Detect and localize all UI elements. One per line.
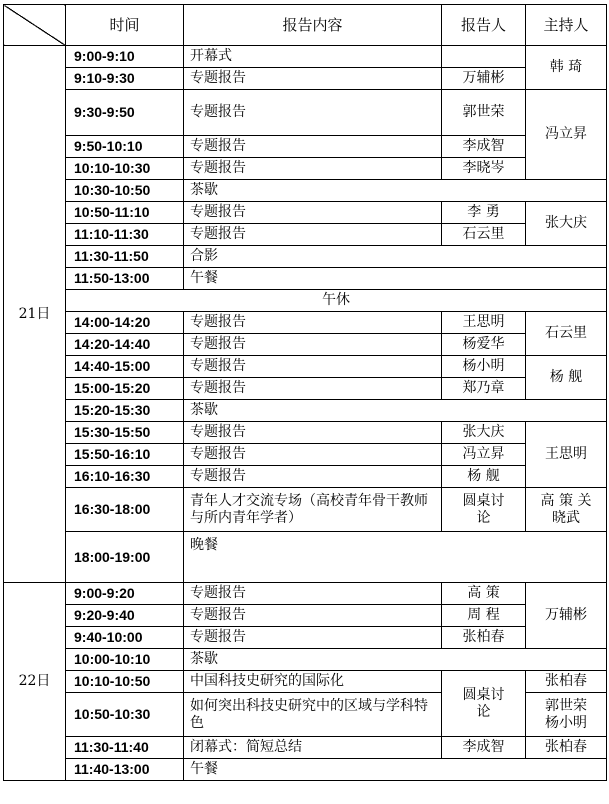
time-cell: 11:50-13:00 (66, 268, 184, 290)
time-cell: 11:30-11:40 (66, 737, 184, 759)
time-cell: 14:00-14:20 (66, 312, 184, 334)
table-row (4, 400, 607, 422)
content-cell: 专题报告 (184, 466, 442, 488)
content-cell: 专题报告 (184, 583, 442, 605)
corner-cell (4, 5, 66, 46)
speaker-cell: 杨爱华 (442, 334, 526, 356)
content-cell: 专题报告 (184, 627, 442, 649)
table-row (4, 759, 607, 781)
time-cell: 9:00-9:10 (66, 46, 184, 68)
host-cell: 郭世荣 杨小明 (526, 693, 607, 737)
table-row (4, 46, 607, 68)
time-cell: 11:10-11:30 (66, 224, 184, 246)
time-cell: 11:40-13:00 (66, 759, 184, 781)
table-row (4, 268, 607, 290)
table-row (4, 583, 607, 605)
header-host: 主持人 (526, 5, 607, 46)
speaker-cell: 李成智 (442, 136, 526, 158)
speaker-cell: 王思明 (442, 312, 526, 334)
day-21: 21日 (4, 46, 66, 583)
speaker-cell: 张柏春 (442, 627, 526, 649)
header-time: 时间 (66, 5, 184, 46)
table-row (4, 378, 607, 400)
speaker-cell: 高 策 (442, 583, 526, 605)
time-cell: 10:10-10:50 (66, 671, 184, 693)
speaker-cell: 圆桌讨论 (442, 671, 526, 737)
speaker-cell: 周 程 (442, 605, 526, 627)
time-cell: 10:30-10:50 (66, 180, 184, 202)
time-cell: 9:40-10:00 (66, 627, 184, 649)
table-row (4, 444, 607, 466)
content-cell: 专题报告 (184, 605, 442, 627)
time-cell: 9:10-9:30 (66, 68, 184, 90)
header-content: 报告内容 (184, 5, 442, 46)
time-cell: 14:20-14:40 (66, 334, 184, 356)
table-row (4, 68, 607, 90)
table-row (4, 136, 607, 158)
table-row (4, 488, 607, 532)
speaker-cell: 张大庆 (442, 422, 526, 444)
content-cell: 专题报告 (184, 202, 442, 224)
schedule-table (3, 4, 607, 781)
table-row (4, 627, 607, 649)
host-cell: 高 策 关晓武 (526, 488, 607, 532)
table-row (4, 671, 607, 693)
header-row (4, 5, 607, 46)
host-cell: 万辅彬 (526, 583, 607, 649)
speaker-cell: 万辅彬 (442, 68, 526, 90)
content-cell: 专题报告 (184, 224, 442, 246)
table-row (4, 466, 607, 488)
table-row (4, 180, 607, 202)
time-cell: 11:30-11:50 (66, 246, 184, 268)
speaker-cell: 冯立昇 (442, 444, 526, 466)
speaker-cell: 圆桌讨论 (442, 488, 526, 532)
content-cell: 茶歇 (184, 180, 607, 202)
table-row (4, 422, 607, 444)
content-cell: 专题报告 (184, 136, 442, 158)
content-cell: 如何突出科技史研究中的区域与学科特色 (184, 693, 442, 737)
host-cell: 韩 琦 (526, 46, 607, 90)
content-cell: 专题报告 (184, 90, 442, 136)
table-row (4, 334, 607, 356)
speaker-cell: 郑乃章 (442, 378, 526, 400)
time-cell: 10:00-10:10 (66, 649, 184, 671)
content-cell: 专题报告 (184, 312, 442, 334)
time-cell: 9:30-9:50 (66, 90, 184, 136)
speaker-cell: 石云里 (442, 224, 526, 246)
host-cell: 张柏春 (526, 671, 607, 693)
table-row (4, 224, 607, 246)
content-cell: 中国科技史研究的国际化 (184, 671, 442, 693)
time-cell: 9:00-9:20 (66, 583, 184, 605)
time-cell: 10:50-10:30 (66, 693, 184, 737)
table-row (4, 158, 607, 180)
host-cell: 石云里 (526, 312, 607, 356)
day-22: 22日 (4, 583, 66, 781)
host-cell: 冯立昇 (526, 90, 607, 180)
table-row (4, 90, 607, 136)
time-cell: 10:10-10:30 (66, 158, 184, 180)
time-cell: 9:50-10:10 (66, 136, 184, 158)
content-cell: 专题报告 (184, 422, 442, 444)
host-cell: 张大庆 (526, 202, 607, 246)
time-cell: 18:00-19:00 (66, 532, 184, 583)
content-cell: 开幕式 (184, 46, 442, 68)
content-cell: 合影 (184, 246, 607, 268)
table-row (4, 649, 607, 671)
time-cell: 9:20-9:40 (66, 605, 184, 627)
time-cell: 10:50-11:10 (66, 202, 184, 224)
table-row (4, 356, 607, 378)
break-cell: 午休 (66, 290, 607, 312)
table-row (4, 246, 607, 268)
content-cell: 茶歇 (184, 400, 607, 422)
speaker-cell: 杨小明 (442, 356, 526, 378)
content-cell: 午餐 (184, 759, 607, 781)
content-cell: 闭幕式：简短总结 (184, 737, 442, 759)
speaker-cell: 郭世荣 (442, 90, 526, 136)
host-cell: 杨 舰 (526, 356, 607, 400)
time-cell: 15:00-15:20 (66, 378, 184, 400)
content-cell: 专题报告 (184, 68, 442, 90)
table-row (4, 202, 607, 224)
time-cell: 16:10-16:30 (66, 466, 184, 488)
content-cell: 专题报告 (184, 444, 442, 466)
table-row (4, 737, 607, 759)
content-cell: 专题报告 (184, 378, 442, 400)
speaker-cell: 李成智 (442, 737, 526, 759)
speaker-cell: 李 勇 (442, 202, 526, 224)
time-cell: 15:20-15:30 (66, 400, 184, 422)
time-cell: 16:30-18:00 (66, 488, 184, 532)
table-row (4, 312, 607, 334)
table-row (4, 290, 607, 312)
speaker-cell (442, 46, 526, 68)
content-cell: 专题报告 (184, 356, 442, 378)
time-cell: 15:50-16:10 (66, 444, 184, 466)
speaker-cell: 杨 舰 (442, 466, 526, 488)
speaker-cell: 李晓岑 (442, 158, 526, 180)
time-cell: 15:30-15:50 (66, 422, 184, 444)
time-cell: 14:40-15:00 (66, 356, 184, 378)
content-cell: 专题报告 (184, 334, 442, 356)
content-cell: 青年人才交流专场（高校青年骨干教师与所内青年学者） (184, 488, 442, 532)
table-row (4, 605, 607, 627)
content-cell: 茶歇 (184, 649, 607, 671)
content-cell: 午餐 (184, 268, 607, 290)
host-cell: 王思明 (526, 422, 607, 488)
host-cell: 张柏春 (526, 737, 607, 759)
table-row (4, 532, 607, 583)
header-speaker: 报告人 (442, 5, 526, 46)
content-cell: 专题报告 (184, 158, 442, 180)
content-cell: 晚餐 (184, 532, 607, 583)
